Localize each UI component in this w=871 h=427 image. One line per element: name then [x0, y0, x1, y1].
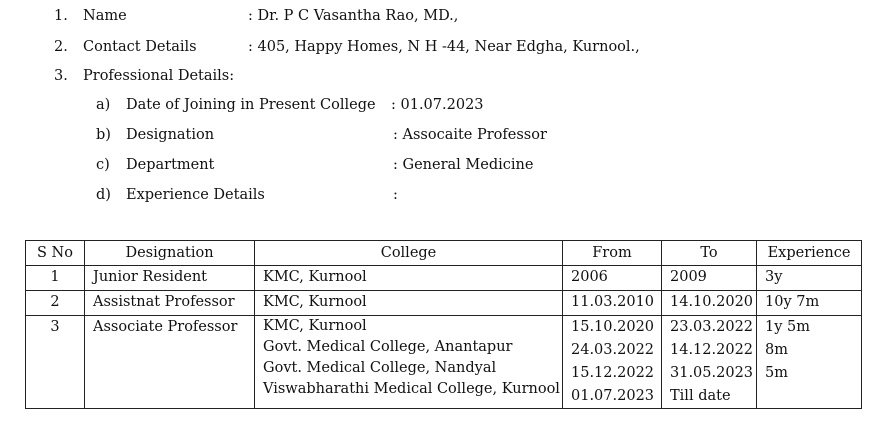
table-row [26, 316, 862, 409]
professional-designation [0, 125, 871, 145]
to-date: 23.03.2022 [670, 319, 754, 335]
field-number: 3. [54, 68, 68, 84]
sub-field-label: Department [126, 157, 215, 173]
cell-experience: 10y 7m [757, 291, 862, 316]
field-label: Name [83, 8, 127, 24]
cell-college: KMC, Kurnool [255, 266, 563, 291]
sub-field-label: Experience Details [126, 187, 265, 203]
field-number: 1. [54, 8, 68, 24]
college-line: KMC, Kurnool [263, 318, 367, 334]
field-label: Professional Details: [83, 68, 235, 84]
cell-from: 2006 [563, 266, 662, 291]
field-value: : 405, Happy Homes, N H -44, Near Edgha, Kurnool., [248, 39, 640, 55]
to-date: 14.12.2022 [670, 342, 754, 358]
sub-field-value: : Assocaite Professor [393, 127, 547, 143]
field-value: : Dr. P C Vasantha Rao, MD., [248, 8, 459, 24]
sub-field-letter: d) [96, 187, 111, 203]
cell-designation: Junior Resident [85, 266, 255, 291]
sub-field-letter: b) [96, 127, 111, 143]
cell-designation: Associate Professor [85, 316, 255, 409]
to-date: Till date [670, 388, 731, 404]
field-label: Contact Details [83, 39, 197, 55]
professional-joining-date [0, 95, 871, 115]
cell-experience [757, 316, 862, 409]
header-from: From [563, 241, 662, 266]
sub-field-label: Date of Joining in Present College [126, 97, 376, 113]
cell-college: KMC, Kurnool [255, 291, 563, 316]
from-date: 01.07.2023 [571, 388, 655, 404]
header-sno: S No [26, 241, 85, 266]
cell-college [255, 316, 563, 409]
experience-value: 1y 5m [765, 319, 811, 335]
experience-table [25, 240, 862, 409]
table-header-row [26, 241, 862, 266]
professional-experience [0, 185, 871, 205]
header-experience: Experience [757, 241, 862, 266]
header-to: To [662, 241, 757, 266]
cell-from: 11.03.2010 [563, 291, 662, 316]
to-date: 31.05.2023 [670, 365, 754, 381]
sub-field-label: Designation [126, 127, 215, 143]
sub-field-value: : [393, 187, 398, 203]
from-date: 15.12.2022 [571, 365, 655, 381]
cell-sno: 1 [26, 266, 85, 291]
header-college: College [255, 241, 563, 266]
table-row [26, 266, 862, 291]
header-designation: Designation [85, 241, 255, 266]
college-line: Govt. Medical College, Nandyal [263, 360, 497, 376]
field-name [0, 6, 871, 26]
field-number: 2. [54, 39, 68, 55]
experience-value: 8m [765, 342, 788, 358]
cell-to: 14.10.2020 [662, 291, 757, 316]
college-line: Viswabharathi Medical College, Kurnool [263, 381, 560, 397]
sub-field-letter: c) [96, 157, 110, 173]
professional-department [0, 155, 871, 175]
cell-to: 2009 [662, 266, 757, 291]
sub-field-letter: a) [96, 97, 111, 113]
sub-field-value: : 01.07.2023 [391, 97, 484, 113]
cell-experience: 3y [757, 266, 862, 291]
sub-field-value: : General Medicine [393, 157, 534, 173]
field-contact [0, 37, 871, 57]
cell-to [662, 316, 757, 409]
college-line: Govt. Medical College, Anantapur [263, 339, 513, 355]
field-professional [0, 66, 871, 86]
cell-designation: Assistnat Professor [85, 291, 255, 316]
cell-sno: 2 [26, 291, 85, 316]
cell-sno: 3 [26, 316, 85, 409]
table-row [26, 291, 862, 316]
from-date: 15.10.2020 [571, 319, 655, 335]
cell-from [563, 316, 662, 409]
experience-value: 5m [765, 365, 788, 381]
from-date: 24.03.2022 [571, 342, 655, 358]
